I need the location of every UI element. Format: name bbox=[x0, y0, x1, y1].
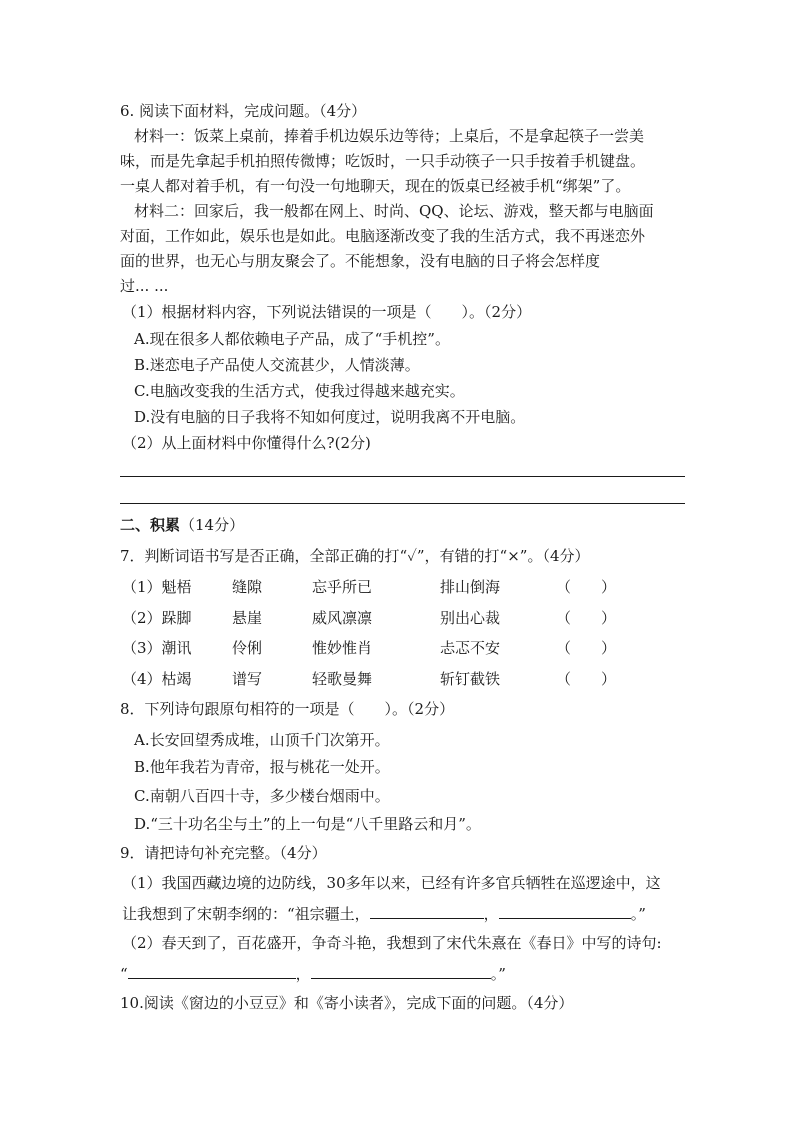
q6-title: 6. 阅读下面材料，完成问题。（4分） bbox=[120, 102, 367, 120]
q7-row4-word3: 轻歌曼舞 bbox=[312, 670, 373, 688]
section-score: （14分） bbox=[180, 516, 245, 534]
q7-row2-word1: （2）跺脚 bbox=[122, 609, 192, 627]
q10-title: 10.阅读《窗边的小豆豆》和《寄小读者》，完成下面的问题。（4分） bbox=[120, 994, 574, 1012]
q7-row1-word1: （1）魁梧 bbox=[122, 578, 192, 596]
q7-row3-word4: 忐忑不安 bbox=[440, 639, 501, 657]
q7-row1-word3: 忘乎所已 bbox=[312, 578, 373, 596]
answer-line-2[interactable] bbox=[120, 503, 685, 504]
q9-blank-3[interactable] bbox=[128, 963, 296, 979]
q7-row3-word3: 惟妙惟肖 bbox=[312, 639, 373, 657]
q9-part1-line1: （1）我国西藏边境的边防线，30多年以来，已经有许多官兵牺牲在巡逻途中，这 bbox=[122, 874, 661, 892]
q7-row4-word1: （4）枯竭 bbox=[122, 670, 192, 688]
q9-part1-line2 bbox=[122, 903, 646, 924]
q9-part1-comma: ， bbox=[483, 905, 499, 923]
q7-row1-answer[interactable]: （ ） bbox=[556, 578, 617, 596]
q6-sub1-option-c: C.电脑改变我的生活方式，使我过得越来越充实。 bbox=[134, 382, 465, 400]
q9-part2-line2 bbox=[120, 963, 506, 984]
q8-option-d: D.“三十功名尘与土”的上一句是“八千里路云和月”。 bbox=[134, 815, 481, 833]
q7-row3-word1: （3）潮讯 bbox=[122, 639, 192, 657]
q7-row4-answer[interactable]: （ ） bbox=[556, 670, 617, 688]
q7-row4-word4: 斩钉截铁 bbox=[440, 670, 501, 688]
q9-blank-4[interactable] bbox=[311, 963, 491, 979]
answer-line-1[interactable] bbox=[120, 476, 685, 477]
q9-blank-1[interactable] bbox=[370, 903, 484, 919]
q7-row2-word3: 威风凛凛 bbox=[312, 609, 373, 627]
q7-row1-word2: 缝隙 bbox=[232, 578, 263, 596]
q8-title: 8．下列诗句跟原句相符的一项是（ ）。（2分） bbox=[120, 700, 455, 718]
q6-sub1-option-b: B.迷恋电子产品使人交流甚少，人情淡薄。 bbox=[134, 356, 420, 374]
q7-row3-word2: 伶俐 bbox=[232, 639, 263, 657]
q6-material2-line3: 面的世界，也无心与朋友聚会了。不能想象，没有电脑的日子将会怎样度 bbox=[120, 252, 601, 270]
q6-material1-line1: 材料一：饭菜上桌前，捧着手机边娱乐边等待；上桌后，不是拿起筷子一尝美 bbox=[134, 127, 645, 145]
q6-sub2: （2）从上面材料中你懂得什么?(2分) bbox=[122, 434, 371, 452]
q8-option-c: C.南朝八百四十寺，多少楼台烟雨中。 bbox=[134, 787, 390, 805]
q6-material1-line3: 一桌人都对着手机，有一句没一句地聊天，现在的饭桌已经被手机“绑架”了。 bbox=[120, 177, 631, 195]
q9-part2-open-quote: “ bbox=[120, 965, 128, 983]
q7-row4-word2: 谱写 bbox=[232, 670, 263, 688]
q9-part1-prefix: 让我想到了宋朝李纲的：“祖宗疆土， bbox=[122, 905, 370, 923]
q6-material1-line2: 味，而是先拿起手机拍照传微博；吃饭时，一只手动筷子一只手按着手机键盘。 bbox=[120, 152, 646, 170]
q9-blank-2[interactable] bbox=[499, 903, 631, 919]
q7-row3-answer[interactable]: （ ） bbox=[556, 639, 617, 657]
q8-option-b: B.他年我若为青帝，报与桃花一处开。 bbox=[134, 758, 390, 776]
section-heading bbox=[120, 515, 244, 535]
q9-part2-line1: （2）春天到了，百花盛开，争奇斗艳，我想到了宋代朱熹在《春日》中写的诗句: bbox=[122, 934, 662, 952]
q9-title: 9．请把诗句补充完整。（4分） bbox=[120, 844, 327, 862]
section-title: 二、积累 bbox=[120, 516, 181, 534]
q9-part1-end: 。” bbox=[630, 905, 646, 923]
q6-sub1: （1）根据材料内容，下列说法错误的一项是（ ）。（2分） bbox=[122, 303, 532, 321]
q7-title: 7．判断词语书写是否正确，全部正确的打“✓”，有错的打“×”。（4分） bbox=[120, 547, 590, 565]
q6-sub1-option-d: D.没有电脑的日子我将不知如何度过，说明我离不开电脑。 bbox=[134, 408, 526, 426]
q6-sub1-option-a: A.现在很多人都依赖电子产品，成了“手机控”。 bbox=[134, 330, 450, 348]
q8-option-a: A.长安回望秀成堆，山顶千门次第开。 bbox=[134, 731, 390, 749]
q9-part2-end: 。” bbox=[490, 965, 506, 983]
q7-row1-word4: 排山倒海 bbox=[440, 578, 501, 596]
q7-row2-answer[interactable]: （ ） bbox=[556, 609, 617, 627]
q6-material2-line1: 材料二：回家后，我一般都在网上、时尚、QQ、论坛、游戏，整天都与电脑面 bbox=[134, 202, 654, 220]
q7-row2-word4: 别出心裁 bbox=[440, 609, 501, 627]
q9-part2-comma: ， bbox=[295, 965, 311, 983]
q6-material2-line4: 过... ... bbox=[120, 277, 169, 295]
q7-row2-word2: 悬崖 bbox=[232, 609, 263, 627]
q6-material2-line2: 对面，工作如此，娱乐也是如此。电脑逐渐改变了我的生活方式，我不再迷恋外 bbox=[120, 227, 646, 245]
